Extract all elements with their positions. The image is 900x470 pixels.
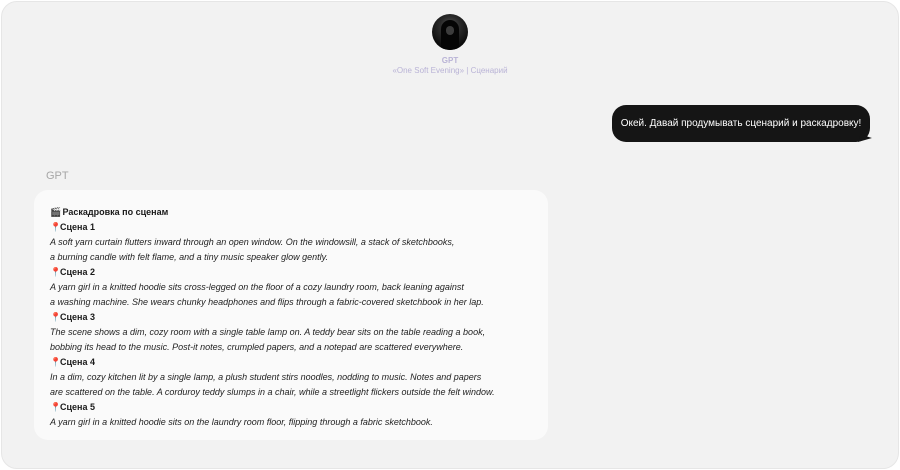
scene-description-line: A soft yarn curtain flutters inward through an open window. On the windowsill, a stack of sketchbooks, bbox=[50, 237, 455, 247]
pin-icon: 📍 bbox=[50, 267, 62, 277]
scene-heading-text: Сцена 3 bbox=[60, 312, 95, 322]
bot-name: GPT bbox=[441, 56, 459, 65]
scene-heading-text: Сцена 1 bbox=[60, 222, 95, 232]
avatar-face bbox=[446, 26, 454, 35]
scene-description-line: A yarn girl in a knitted hoodie sits on the laundry room floor, flipping through a fabric sketchbook. bbox=[50, 417, 433, 427]
scene-heading-text: Сцена 4 bbox=[60, 357, 95, 367]
pin-icon: 📍 bbox=[50, 312, 62, 322]
scene-description-line: bobbing its head to the music. Post-it notes, crumpled papers, and a notepad are scattered everywhere. bbox=[50, 342, 464, 352]
chat-subtitle: «One Soft Evening» | Сценарий bbox=[392, 66, 508, 75]
clapperboard-icon: 🎬 bbox=[50, 207, 62, 217]
user-message-tail bbox=[858, 134, 872, 145]
scene-description-line: In a dim, cozy kitchen lit by a single lamp, a plush student stirs noodles, nodding to music. Notes and papers bbox=[50, 372, 482, 382]
scene-heading bbox=[50, 355, 548, 370]
storyboard-title-text: Раскадровка по сценам bbox=[62, 207, 169, 217]
pin-icon: 📍 bbox=[50, 402, 62, 412]
pin-icon: 📍 bbox=[50, 357, 62, 367]
scene-heading bbox=[50, 265, 548, 280]
scene-description-line: A yarn girl in a knitted hoodie sits cross-legged on the floor of a cozy laundry room, back leaning against bbox=[50, 282, 464, 292]
scene-heading-text: Сцена 5 bbox=[60, 402, 95, 412]
chat-header bbox=[2, 14, 898, 76]
scene-description-line: The scene shows a dim, cozy room with a single table lamp on. A teddy bear sits on the table reading a book, bbox=[50, 327, 486, 337]
pin-icon: 📍 bbox=[50, 222, 62, 232]
scene-heading-text: Сцена 2 bbox=[60, 267, 95, 277]
bot-message bbox=[34, 190, 548, 440]
storyboard-title bbox=[50, 205, 548, 220]
scene-description-line: a burning candle with felt flame, and a tiny music speaker glow gently. bbox=[50, 252, 328, 262]
bot-sender-label: GPT bbox=[46, 170, 69, 182]
chat-window bbox=[1, 1, 899, 469]
avatar-hood bbox=[441, 20, 459, 50]
scene-description-line: are scattered on the table. A corduroy teddy slumps in a chair, while a streetlight flickers outside the felt window. bbox=[50, 387, 495, 397]
scene-description-line: a washing machine. She wears chunky headphones and flips through a fabric-covered sketchbook in her lap. bbox=[50, 297, 484, 307]
scene-heading bbox=[50, 310, 548, 325]
scene-heading bbox=[50, 220, 548, 235]
scene-heading bbox=[50, 400, 548, 415]
user-message: Окей. Давай продумывать сценарий и раскадровку! bbox=[612, 105, 870, 142]
avatar[interactable] bbox=[432, 14, 468, 50]
